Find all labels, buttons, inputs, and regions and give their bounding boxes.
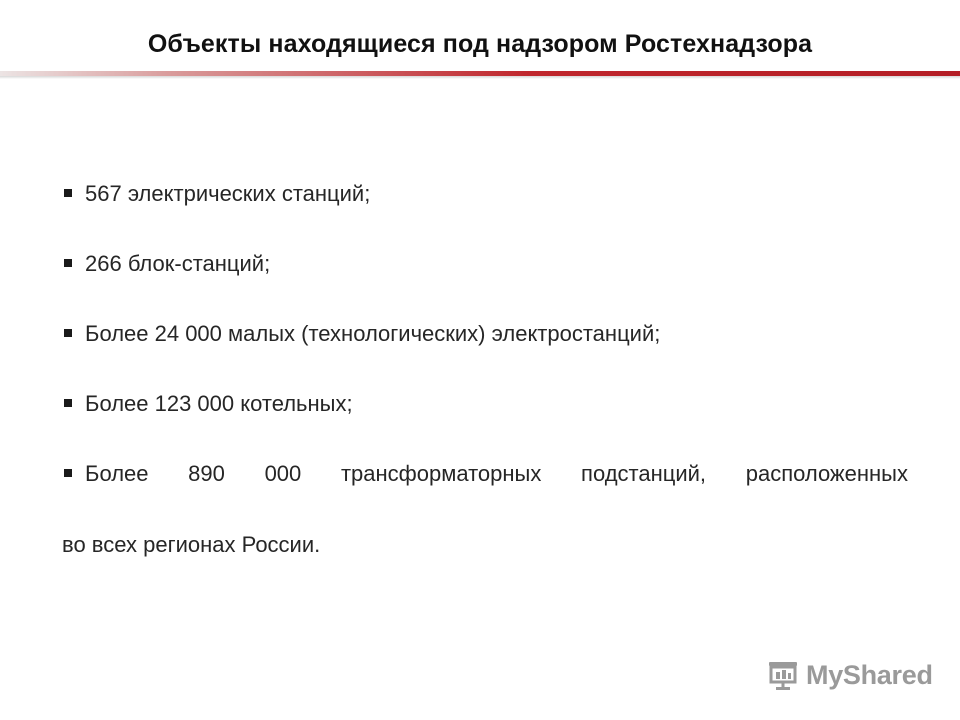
list-item <box>62 246 908 281</box>
projector-screen-icon <box>766 658 800 692</box>
list-item <box>62 316 908 351</box>
square-bullet-icon <box>64 399 72 407</box>
bullet-list <box>62 176 908 526</box>
watermark-logo <box>766 655 933 695</box>
list-item <box>62 386 908 421</box>
square-bullet-icon <box>64 329 72 337</box>
list-item-continuation: во всех регионах России. <box>62 532 321 557</box>
square-bullet-icon <box>64 469 72 477</box>
list-item-text: Более 890 000 трансформаторных подстанций, расположенных <box>85 461 908 486</box>
slide-title: Объекты находящиеся под надзором Ростехнадзора <box>147 30 813 58</box>
watermark-text: MyShared <box>806 659 933 690</box>
square-bullet-icon <box>64 259 72 267</box>
list-item-text: 266 блок-станций; <box>85 251 271 276</box>
title-underline-shadow <box>0 76 960 79</box>
list-item <box>62 456 908 491</box>
list-item-text: Более 123 000 котельных; <box>85 391 353 416</box>
list-item-text: 567 электрических станций; <box>85 181 371 206</box>
square-bullet-icon <box>64 189 72 197</box>
list-item <box>62 176 908 211</box>
list-item-text: Более 24 000 малых (технологических) электростанций; <box>85 321 661 346</box>
